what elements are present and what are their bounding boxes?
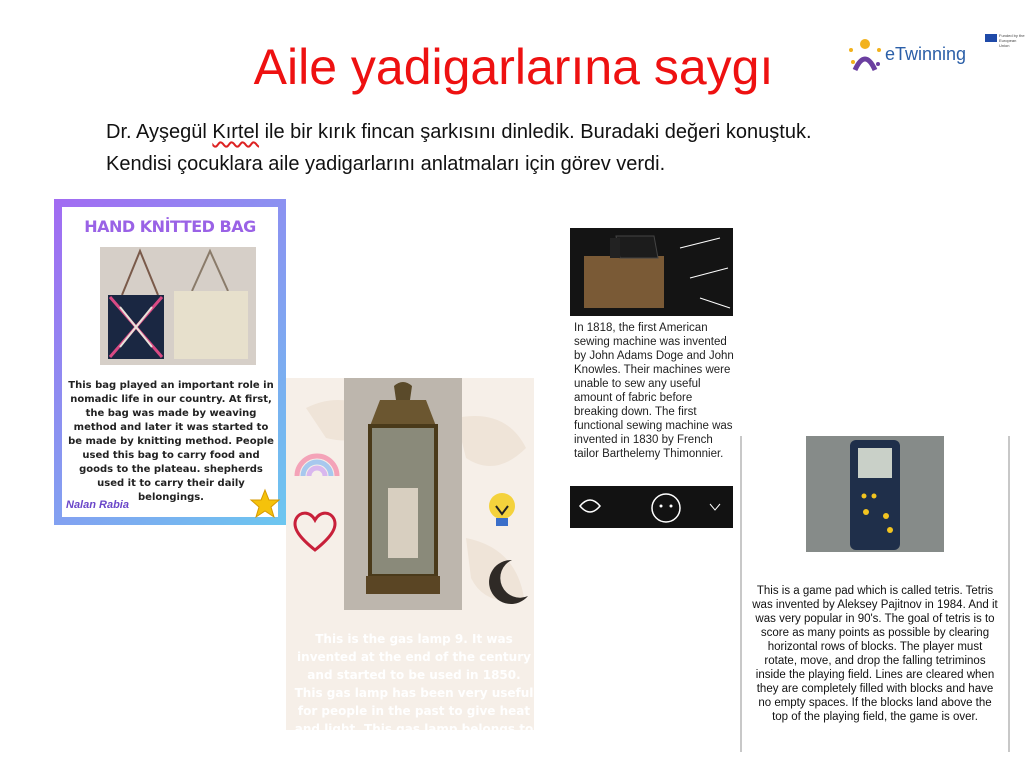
lightbulb-icon [482, 488, 522, 534]
intro-line-1: Dr. Ayşegül Kırtel ile bir kırık fincan şarkısını dinledik. Buradaki değeri konuştuk. [106, 121, 812, 143]
gas-lamp-card[interactable] [286, 378, 534, 754]
tetris-card[interactable] [740, 436, 1010, 752]
eu-funding-text: Funded by the European Union [999, 33, 1025, 48]
etwinning-logo-icon [845, 34, 885, 78]
etwinning-logo [845, 30, 1025, 80]
bag-card-signature: Nalan Rabia [66, 499, 129, 511]
moon-icon [482, 556, 532, 606]
knitted-bag-photo [100, 247, 256, 365]
bag-card-inner [62, 207, 278, 517]
intro-paragraph [106, 116, 812, 180]
slide-title: Aile yadigarlarına saygı [253, 39, 774, 95]
tetris-card-text: This is a game pad which is called tetris. Tetris was invented by Aleksey Pajitnov in 1984. And it was very popular in 90's. The goal of tetris is to score as many points as possible by clearing horizontal rows of blocks. The player must rotate, move, and drop the falling tetriminos inside the playing field. Lines are cleared when they are completely filled with blocks and have no empty spaces. If the blocks land above the top of the playing field, the game is over. [752, 585, 998, 723]
tetris-gamepad-photo [806, 436, 944, 552]
sewing-decoration-strip [570, 486, 733, 528]
star-icon [250, 489, 280, 519]
gas-lamp-photo [344, 378, 462, 610]
intro-line-2: Kendisi çocuklara aile yadigarlarını anlatmaları için görev verdi. [106, 153, 666, 175]
heart-icon [290, 508, 340, 554]
rainbow-icon [292, 446, 342, 480]
sewing-machine-card-text: In 1818, the first American sewing machine was invented by John Adams Doge and John Knowles. Their machines were unable to sew any useful amount of fabric before breaking down. The first functional sewing machine was invented in 1830 by French tailor Barthelemy Thimonnier. [574, 322, 734, 460]
sewing-machine-card[interactable] [570, 228, 733, 528]
sewing-machine-photo [570, 228, 733, 316]
gas-lamp-card-text: This is the gas lamp 9. It was invented at the end of the century and started to be used in 1850. This gas lamp has been very useful for people in the past to give heat and light. This gas lamp belongs to my grandmother. [294, 632, 534, 754]
logo-text: eTwinning [885, 44, 967, 64]
name-with-spellcheck: Kırtel [212, 121, 260, 143]
eu-flag-icon [985, 34, 997, 42]
bag-card[interactable] [54, 199, 286, 525]
bag-card-title: HAND KNİTTED BAG [84, 217, 256, 236]
bag-card-text: This bag played an important role in nomadic life in our country. At first, the bag was made by weaving method and later it was started to be made by knitting method. People used this bag to carry food and goods to the plateau. shepherds used it to carry their daily belongings. [68, 380, 274, 503]
